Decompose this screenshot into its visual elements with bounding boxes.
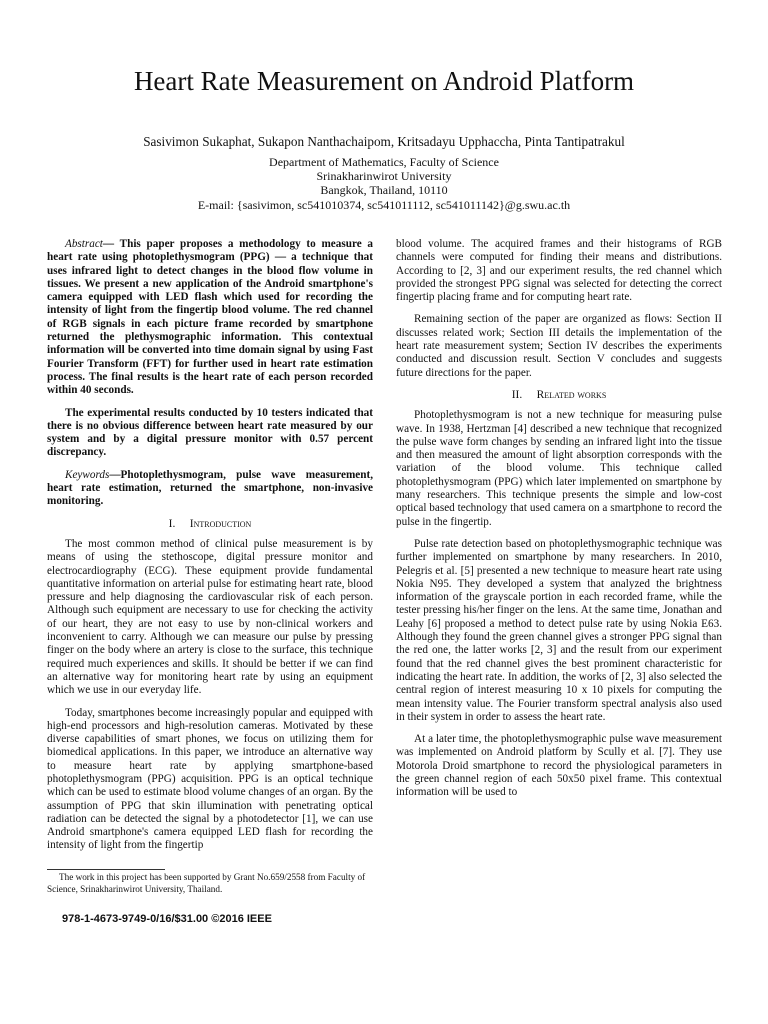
left-column — [47, 238, 373, 862]
section-heading-related-works — [396, 389, 722, 402]
isbn-copyright: 978-1-4673-9749-0/16/$31.00 ©2016 IEEE — [62, 913, 272, 925]
related-paragraph-3: At a later time, the photoplethysmographic pulse wave measurement was implemented on Android platform by Scully et al. [7]. They use Motorola Droid smartphone to record the physiological parameters in the green channel region of each 50x50 pixel frame. This contextual information will be used to — [396, 733, 722, 799]
section-title: Related works — [536, 388, 607, 401]
related-paragraph-1: Photoplethysmogram is not a new technique for measuring pulse wave. In 1938, Hertzman [4] described a new technique that recognized the pulse wave form changes by sending an infrared light into the tissue and then measured the amount of light absorption corresponds with the variation of the blood volume. This technique called photoplethysmogram (PPG) which later implemented on smartphone by many researchers. This technique presents the simple and low-cost optical based technology that used camera on a smartphone to record the pulse in the fingertip. — [396, 409, 722, 528]
intro-continued-paragraph: blood volume. The acquired frames and their histograms of RGB channels were computed for finding their means and distributions. According to [2, 3] and our experiment results, the red channel which provided the strongest PPG signal was selected for detecting the correct fingertip placing frame and for computing heart rate. — [396, 238, 722, 304]
section-number: II. — [511, 388, 523, 401]
abstract-label: Abstract — [65, 238, 103, 250]
paper-title: Heart Rate Measurement on Android Platform — [133, 66, 635, 96]
intro-paragraph-1: The most common method of clinical pulse measurement is by means of using the stethoscope, digital pressure monitor and electrocardiography (ECG). These equipment provide fundamental quantitative information on arterial pulse for estimating heart rate, blood pressure and help diagnosing the cardiovascular risk of each person. Although such equipment are necessary to use for checking the activity of our heart, they are not easy to use by non-clinical workers and inconvenient to carry. Although we can measure our pulse by pressing finger on the body where an artery is close to the surface, this technique required much experiences and skills. It should be better if we can find an alternative way for monitoring heart rate by using an equipment which we use in our everyday life. — [47, 537, 373, 697]
affiliation-block — [0, 155, 768, 212]
related-paragraph-2: Pulse rate detection based on photoplethysmographic technique was further implemented on smartphone by many researchers. In 2010, Pelegris et al. [5] presented a new technique to measure heart rate using Nokia N95. They developed a system that analyzed the brightness information of the grayscale portion in each recorded frame, while the tester pressing his/her finger on the lens. At the same time, Jonathan and Leahy [6] proposed a method to detect pulse rate by using Nokia E63. Although they found the green channel gives a stronger PPG signal than the red one, the latter works [2, 3] and the result from our experiment found that the red channel gives the best prominent characteristic for indicating the heart rate. In addition, the works of [2, 3] also selected the central region of interest measuring 10 x 10 pixels for computing the mean intensity value. The Fourier transform spectral analysis also used in their system in order to assess the heart rate. — [396, 537, 722, 723]
keywords-text: —Photoplethysmogram, pulse wave measurement, heart rate estimation, returned the smartphone, non-invasive monitoring. — [47, 468, 373, 508]
keywords-label: Keywords — [65, 468, 110, 481]
affiliation-email: E-mail: {sasivimon, sc541010374, sc541011112, sc541011142}@g.swu.ac.th — [197, 197, 571, 212]
organization-paragraph: Remaining section of the paper are organized as flows: Section II discusses related work; Section III details the implementation of the heart rate measurement system; Section IV describes the experiments conducted and discussion result. Section V concludes and suggests future directions for the paper. — [396, 313, 722, 379]
right-column — [396, 238, 722, 809]
author-list: Sasivimon Sukaphat, Sukapon Nanthachaipom, Kritsadayu Upphaccha, Pinta Tantipatrakul — [143, 134, 625, 149]
abstract-text: — This paper proposes a methodology to measure a heart rate using photoplethysmogram (PPG) — a technique that uses infrared light to detect changes in the blood flow volume in tissues. We present a new application of the Android smartphone's camera equipped with LED flash which used for recording the intensity of light from the fingertip blood volume. The red channel of RGB signals in each picture frame recorded by smartphone returned the plethysmographic information. This contextual information will be converted into time domain signal by using Fast Fourier Transform (FFT) for further used in heart rate estimation process. The final results is the heart rate of each person recorded within 40 seconds. — [47, 238, 373, 397]
keywords-paragraph — [47, 469, 373, 509]
section-heading-introduction — [47, 518, 373, 531]
footnote-text: The work in this project has been supported by Grant No.659/2558 from Faculty of Science, Srinakharinwirot University, Thailand. — [47, 872, 366, 894]
abstract-paragraph-2: The experimental results conducted by 10 testers indicated that there is no obvious difference between heart rate measured by our system and by a digital pressure monitor with 0.57 percent discrepancy. — [47, 406, 373, 459]
abstract-paragraph — [47, 238, 373, 398]
affiliation-city: Bangkok, Thailand, 10110 — [320, 183, 448, 198]
funding-footnote — [47, 872, 377, 895]
section-title: Introduction — [189, 517, 252, 530]
section-number: I. — [168, 517, 176, 530]
affiliation-university: Srinakharinwirot University — [316, 169, 452, 184]
intro-paragraph-2: Today, smartphones become increasingly popular and equipped with high-end processors and high-resolution cameras. Motivated by these diverse capabilities of smart phones, we focus on utilizing them for biomedical applications. In this paper, we introduce an alternative way to measure heart rate by applying smartphone-based photoplethysmogram (PPG) acquisition. PPG is an optical technique which can be used to estimate blood volume changes of an organ. By the assumption of PPG that skin illumination with penetrating optical radiation can be detected the signal by a photodetector [1], we can use Android smartphone's camera equipped LED flash for recording the intensity of light from the fingertip — [47, 706, 374, 852]
affiliation-department: Department of Mathematics, Faculty of Science — [269, 155, 499, 169]
footnote-divider — [47, 869, 165, 870]
